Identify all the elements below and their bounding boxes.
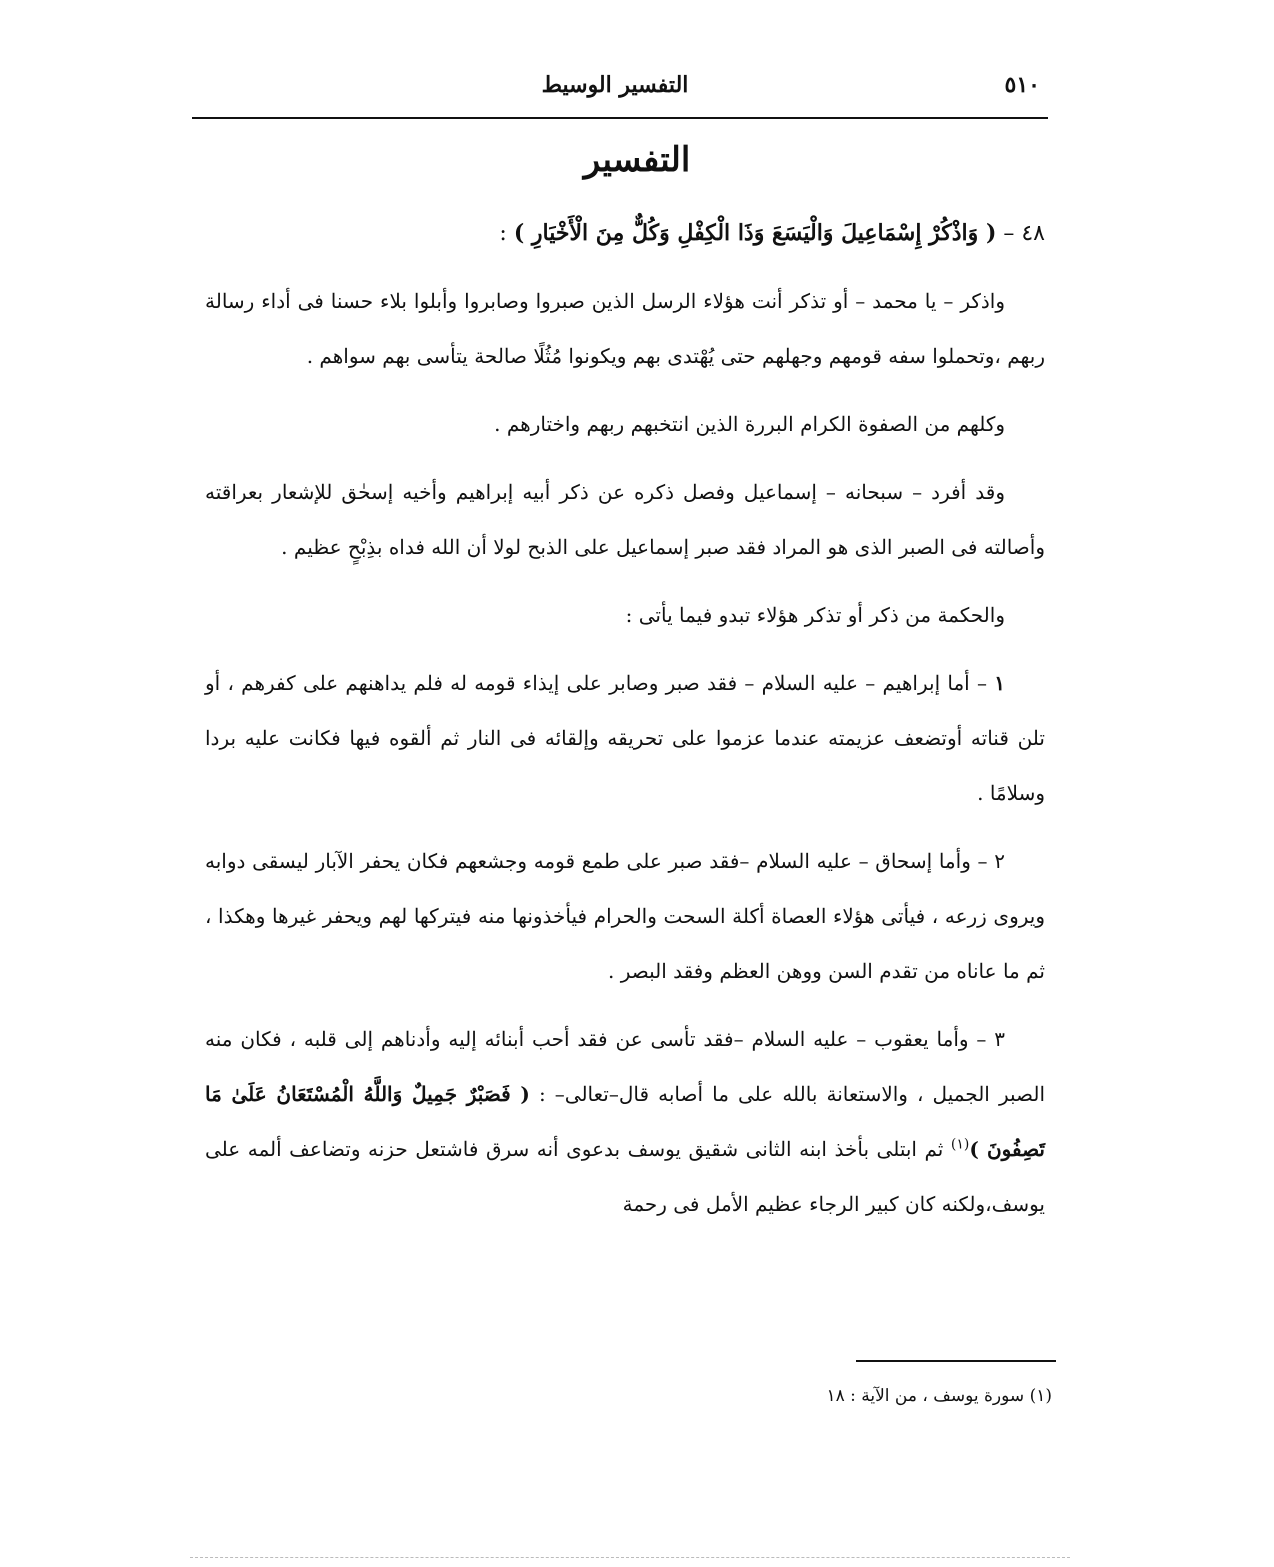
body-text bbox=[205, 206, 1045, 1245]
item-number: ١ bbox=[994, 671, 1005, 695]
list-item bbox=[205, 656, 1045, 821]
list-item bbox=[205, 1012, 1045, 1232]
footnote-reference: (١) bbox=[950, 1136, 970, 1153]
item-number: ٢ bbox=[994, 849, 1006, 873]
header-rule bbox=[192, 117, 1048, 119]
running-title: التفسير الوسيط bbox=[541, 72, 689, 98]
verse-number: ٤٨ bbox=[1021, 221, 1045, 246]
verse-line: ٤٨ – ( وَاذْكُرْ إِسْمَاعِيلَ وَالْيَسَعَ وَذَا الْكِفْلِ وَكُلٌّ مِنَ الْأَخْيَارِ ) : bbox=[499, 220, 1045, 246]
verse-colon: : bbox=[499, 221, 507, 246]
verse-text: ( وَاذْكُرْ إِسْمَاعِيلَ وَالْيَسَعَ وَذَا الْكِفْلِ وَكُلٌّ مِنَ الْأَخْيَارِ ) bbox=[513, 220, 997, 246]
item-text: – وأما إسحاق – عليه السلام –فقد صبر على طمع قومه وجشعهم فكان يحفر الآبار ليسقى دوابه ويروى زرعه ، فيأتى هؤلاء العصاة أكلة السحت والحرام فيأخذونها منه فيتركها لهم ويحفر غيرها وهكذا ، ثم ما عاناه من تقدم السن ووهن العظم وفقد البصر . bbox=[205, 849, 1045, 983]
footnote-marker: (١) bbox=[1029, 1386, 1052, 1406]
list-item bbox=[205, 834, 1045, 999]
footnote-text: سورة يوسف ، من الآية : ١٨ bbox=[826, 1386, 1025, 1406]
item-text: – وأما يعقوب – عليه السلام –فقد تأسى عن فقد أحب أبنائه إليه وأدناهم إلى قلبه ، فكان منه الصبر الجميل ، والاستعانة بالله على ما أصابه قال–تعالى– : bbox=[205, 1027, 1046, 1106]
paragraph: واذكر – يا محمد – أو تذكر أنت هؤلاء الرسل الذين صبروا وصابروا وأبلوا بلاء حسنا فى أداء رسالة ربهم ،وتحملوا سفه قومهم وجهلهم حتى يُهْتدى بهم ويكونوا مُثُلًا صالحة يتأسى بهم سواهم . bbox=[205, 289, 1045, 368]
section-title: التفسير bbox=[583, 140, 691, 180]
page-header bbox=[190, 72, 1040, 112]
item-text: – أما إبراهيم – عليه السلام – فقد صبر وصابر على إيذاء قومه له فلم يداهنهم على كفرهم ، أو تلن قناته أوتضعف عزيمته عندما عزموا على تحريقه وإلقائه فى النار ثم ألقوه فيها فكانت عليه بردا وسلامًا . bbox=[205, 671, 1045, 805]
paragraph: والحكمة من ذكر أو تذكر هؤلاء تبدو فيما يأتى : bbox=[625, 603, 1005, 627]
paragraph: وكلهم من الصفوة الكرام البررة الذين انتخبهم ربهم واختارهم . bbox=[494, 412, 1005, 436]
quran-quote: ( فَصَبْرٌ جَمِيلٌ وَاللَّهُ الْمُسْتَعَانُ عَلَىٰ مَا تَصِفُونَ ) bbox=[205, 1082, 1045, 1161]
item-text-continued: ثم ابتلى بأخذ ابنه الثانى شقيق يوسف بدعوى أنه سرق فاشتعل حزنه وتضاعف ألمه على يوسف،ولكنه كان كبير الرجاء عظيم الأمل فى رحمة bbox=[205, 1137, 1045, 1216]
paragraph: وقد أفرد – سبحانه – إسماعيل وفصل ذكره عن ذكر أبيه إبراهيم وأخيه إسحٰق للإشعار بعراقته وأصالته فى الصبر الذى هو المراد فقد صبر إسماعيل على الذبح لولا أن الله فداه بذِبْحٍ عظيم . bbox=[205, 480, 1045, 559]
footnote-rule bbox=[856, 1360, 1056, 1362]
page-number: ٥١٠ bbox=[1004, 72, 1040, 98]
footnote bbox=[552, 1386, 1052, 1406]
scan-edge-line bbox=[190, 1557, 1070, 1558]
item-number: ٣ bbox=[994, 1027, 1005, 1051]
